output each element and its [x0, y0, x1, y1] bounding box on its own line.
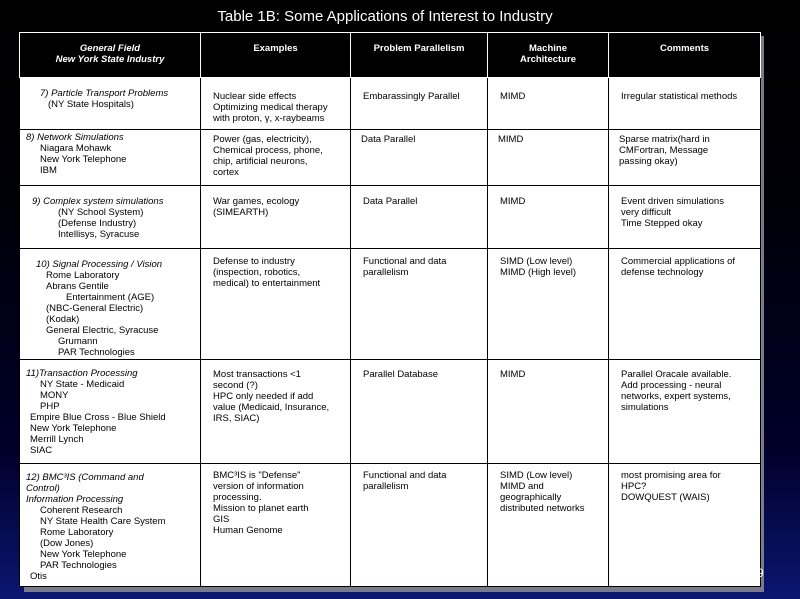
- comments-cell: [609, 360, 761, 464]
- field-line: New York Telephone: [40, 154, 127, 165]
- cell-line: War games, ecology: [213, 196, 300, 207]
- applications-table: [19, 32, 761, 587]
- cell-line: BMC³IS is "Defense": [213, 470, 301, 481]
- comments-cell: [609, 464, 761, 587]
- slide-title: Table 1B: Some Applications of Interest to Industry: [217, 8, 553, 25]
- cell-line: Time Stepped okay: [621, 218, 703, 229]
- cell-line: MIMD (High level): [500, 267, 577, 278]
- cell-line: second (?): [213, 380, 258, 391]
- field-line: Intellisys, Syracuse: [58, 229, 140, 240]
- cell-line: defense technology: [621, 267, 704, 278]
- cell-line: geographically: [500, 492, 562, 503]
- field-heading: 9) Complex system simulations: [32, 196, 164, 207]
- col-header-line: General Field: [79, 43, 141, 54]
- cell-line: Power (gas, electricity),: [213, 134, 312, 145]
- cell-line: Irregular statistical methods: [621, 91, 738, 102]
- cell-line: DOWQUEST (WAIS): [621, 492, 710, 503]
- field-heading: Control): [26, 483, 60, 494]
- field-line: PAR Technologies: [58, 347, 135, 358]
- comments-cell: [609, 130, 761, 186]
- field-line: Rome Laboratory: [46, 270, 120, 281]
- general-field-cell: [20, 130, 201, 186]
- cell-line: processing.: [213, 492, 262, 503]
- cell-line: HPC?: [621, 481, 647, 492]
- table-body: [20, 78, 761, 587]
- cell-line: SIMD (Low level): [500, 470, 573, 481]
- field-line: Entertainment (AGE): [66, 292, 155, 303]
- parallelism-cell: [351, 249, 488, 360]
- cell-line: SIMD (Low level): [500, 256, 573, 267]
- examples-cell: [201, 360, 351, 464]
- field-line: Abrans Gentile: [46, 281, 109, 292]
- col-header-line: Architecture: [520, 54, 576, 65]
- cell-line: Nuclear side effects: [213, 91, 297, 102]
- cell-line: HPC only needed if add: [213, 391, 314, 402]
- table-row: [20, 78, 761, 130]
- cell-line: CMFortran, Message: [619, 145, 709, 156]
- cell-line: most promising area for: [621, 470, 721, 481]
- field-heading: 8) Network Simulations: [26, 132, 124, 143]
- parallelism-cell: [351, 130, 488, 186]
- col-header-line: Machine: [528, 43, 567, 54]
- architecture-cell: [488, 249, 609, 360]
- col-header-line: Comments: [659, 43, 710, 54]
- cell-line: GIS: [213, 514, 230, 525]
- cell-line: parallelism: [363, 481, 409, 492]
- table-row: [20, 130, 761, 186]
- cell-line: MIMD: [500, 196, 526, 207]
- col-header-machine-architecture: [488, 33, 609, 78]
- cell-line: Most transactions <1: [213, 369, 301, 380]
- examples-cell: [201, 464, 351, 587]
- table-row: [20, 249, 761, 360]
- field-line: (Kodak): [46, 314, 80, 325]
- cell-line: version of information: [213, 481, 304, 492]
- cell-line: (inspection, robotics,: [213, 267, 301, 278]
- general-field-cell: [20, 464, 201, 587]
- field-line: (Dow Jones): [40, 538, 94, 549]
- comments-cell: [609, 78, 761, 130]
- field-heading: 12) BMC³IS (Command and: [26, 472, 144, 483]
- table-row: [20, 360, 761, 464]
- field-line: (NY School System): [58, 207, 144, 218]
- table-row: [20, 186, 761, 249]
- field-line: NY State Health Care System: [40, 516, 166, 527]
- col-header-general-field: [20, 33, 201, 78]
- table-row: [20, 464, 761, 587]
- field-heading: 10) Signal Processing / Vision: [36, 259, 163, 270]
- cell-line: Parallel Database: [363, 369, 438, 380]
- parallelism-cell: [351, 78, 488, 130]
- architecture-cell: [488, 186, 609, 249]
- cell-line: MIMD: [500, 91, 526, 102]
- general-field-cell: [20, 186, 201, 249]
- field-line: PAR Technologies: [40, 560, 117, 571]
- cell-line: Mission to planet earth: [213, 503, 309, 514]
- cell-line: Commercial applications of: [621, 256, 736, 267]
- examples-cell: [201, 130, 351, 186]
- table-header: [20, 33, 761, 78]
- cell-line: simulations: [621, 402, 669, 413]
- field-line: New York Telephone: [30, 423, 117, 434]
- col-header-comments: [609, 33, 761, 78]
- cell-line: Add processing - neural: [621, 380, 722, 391]
- cell-line: medical) to entertainment: [213, 278, 321, 289]
- col-header-line: Problem Parallelism: [373, 43, 465, 54]
- col-header-problem-parallelism: [351, 33, 488, 78]
- field-heading: Information Processing: [26, 494, 124, 505]
- cell-line: value (Medicaid, Insurance,: [213, 402, 330, 413]
- field-line: Rome Laboratory: [40, 527, 114, 538]
- field-line: Coherent Research: [40, 505, 123, 516]
- cell-line: distributed networks: [500, 503, 585, 514]
- cell-line: Functional and data: [363, 470, 447, 481]
- header-row: [20, 33, 761, 78]
- examples-cell: [201, 186, 351, 249]
- cell-line: (SIMEARTH): [213, 207, 269, 218]
- field-line: Empire Blue Cross - Blue Shield: [30, 412, 166, 423]
- field-line: (NBC-General Electric): [46, 303, 144, 314]
- parallelism-cell: [351, 464, 488, 587]
- general-field-cell: [20, 360, 201, 464]
- examples-cell: [201, 249, 351, 360]
- cell-line: Embarassingly Parallel: [363, 91, 460, 102]
- field-line: Grumann: [58, 336, 98, 347]
- cell-line: Data Parallel: [363, 196, 418, 207]
- comments-cell: [609, 186, 761, 249]
- cell-line: MIMD: [498, 134, 524, 145]
- cell-line: Sparse matrix(hard in: [619, 134, 710, 145]
- cell-line: Functional and data: [363, 256, 447, 267]
- general-field-cell: [20, 78, 201, 130]
- cell-line: chip, artificial neurons,: [213, 156, 308, 167]
- cell-line: very difficult: [621, 207, 671, 218]
- field-line: Otis: [30, 571, 47, 582]
- field-line: PHP: [40, 401, 60, 412]
- field-line: IBM: [40, 165, 57, 176]
- architecture-cell: [488, 464, 609, 587]
- col-header-examples: [201, 33, 351, 78]
- cell-line: MIMD and: [500, 481, 544, 492]
- architecture-cell: [488, 78, 609, 130]
- parallelism-cell: [351, 186, 488, 249]
- cell-line: IRS, SIAC): [213, 413, 260, 424]
- general-field-cell: [20, 249, 201, 360]
- field-line: New York Telephone: [40, 549, 127, 560]
- page-number: 9: [757, 566, 764, 580]
- cell-line: passing okay): [619, 156, 678, 167]
- field-heading: 11)Transaction Processing: [26, 368, 138, 379]
- col-header-line: New York State Industry: [55, 54, 165, 65]
- cell-line: Defense to industry: [213, 256, 295, 267]
- architecture-cell: [488, 360, 609, 464]
- field-line: NY State - Medicaid: [40, 379, 125, 390]
- cell-line: Data Parallel: [361, 134, 416, 145]
- cell-line: with proton, γ, x-raybeams: [213, 113, 325, 124]
- cell-line: Human Genome: [213, 525, 283, 536]
- field-line: Merrill Lynch: [30, 434, 84, 445]
- cell-line: cortex: [213, 167, 239, 178]
- cell-line: parallelism: [363, 267, 409, 278]
- field-line: (Defense Industry): [58, 218, 137, 229]
- examples-cell: [201, 78, 351, 130]
- cell-line: Chemical process, phone,: [213, 145, 323, 156]
- cell-line: networks, expert systems,: [621, 391, 731, 402]
- col-header-line: Examples: [253, 43, 298, 54]
- cell-line: Parallel Oracale available.: [621, 369, 732, 380]
- field-line: Niagara Mohawk: [40, 143, 112, 154]
- field-line: General Electric, Syracuse: [46, 325, 159, 336]
- architecture-cell: [488, 130, 609, 186]
- cell-line: Event driven simulations: [621, 196, 724, 207]
- field-line: (NY State Hospitals): [48, 99, 134, 110]
- parallelism-cell: [351, 360, 488, 464]
- comments-cell: [609, 249, 761, 360]
- field-line: SIAC: [30, 445, 53, 456]
- field-line: MONY: [40, 390, 69, 401]
- cell-line: Optimizing medical therapy: [213, 102, 328, 113]
- cell-line: MIMD: [500, 369, 526, 380]
- field-heading: 7) Particle Transport Problems: [40, 88, 169, 99]
